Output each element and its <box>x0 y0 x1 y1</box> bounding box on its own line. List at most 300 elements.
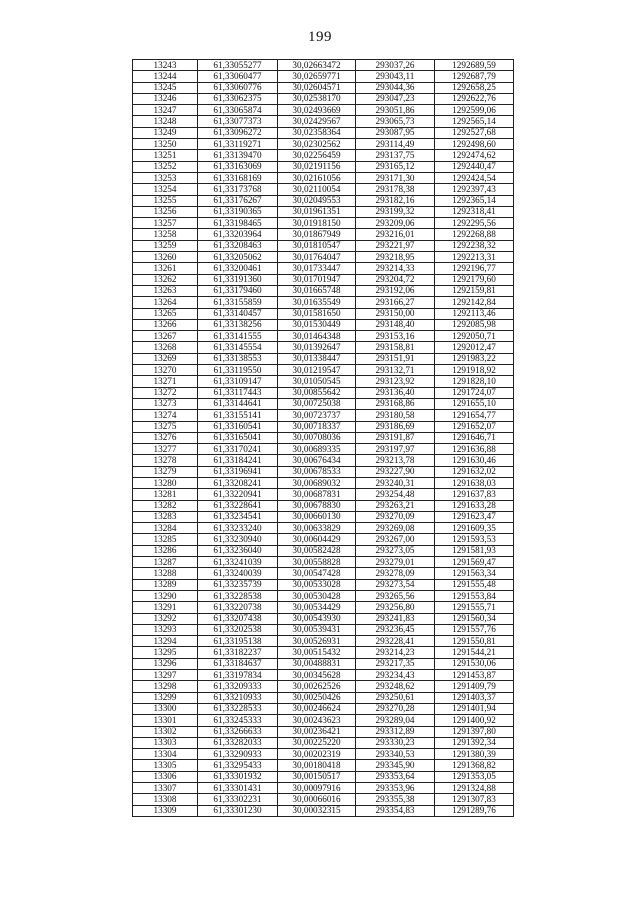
longitude-cell: 30,00246624 <box>278 703 356 714</box>
x-coordinate-cell: 293353,96 <box>356 783 435 794</box>
longitude-cell: 30,01392647 <box>278 342 356 353</box>
table-row <box>133 240 514 251</box>
longitude-cell: 30,00032315 <box>278 805 356 816</box>
longitude-cell: 30,01733447 <box>278 263 356 274</box>
latitude-cell: 61,33200461 <box>198 263 278 274</box>
point-number-cell: 13299 <box>133 692 198 703</box>
table-row <box>133 161 514 172</box>
x-coordinate-cell: 293254,48 <box>356 489 435 500</box>
latitude-cell: 61,33191360 <box>198 274 278 285</box>
x-coordinate-cell: 293228,41 <box>356 636 435 647</box>
latitude-cell: 61,33184241 <box>198 455 278 466</box>
x-coordinate-cell: 293171,30 <box>356 172 435 183</box>
longitude-cell: 30,00604429 <box>278 534 356 545</box>
point-number-cell: 13268 <box>133 342 198 353</box>
point-number-cell: 13272 <box>133 387 198 398</box>
y-coordinate-cell: 1291918,92 <box>435 365 514 376</box>
y-coordinate-cell: 1292179,60 <box>435 274 514 285</box>
table-row <box>133 60 514 71</box>
table-row <box>133 783 514 794</box>
latitude-cell: 61,33220738 <box>198 602 278 613</box>
latitude-cell: 61,33205062 <box>198 252 278 263</box>
x-coordinate-cell: 293150,00 <box>356 308 435 319</box>
point-number-cell: 13266 <box>133 319 198 330</box>
longitude-cell: 30,00633829 <box>278 523 356 534</box>
point-number-cell: 13262 <box>133 274 198 285</box>
table-row <box>133 218 514 229</box>
x-coordinate-cell: 293158,81 <box>356 342 435 353</box>
y-coordinate-cell: 1291409,79 <box>435 681 514 692</box>
x-coordinate-cell: 293221,97 <box>356 240 435 251</box>
x-coordinate-cell: 293279,01 <box>356 557 435 568</box>
point-number-cell: 13282 <box>133 500 198 511</box>
longitude-cell: 30,00676434 <box>278 455 356 466</box>
point-number-cell: 13306 <box>133 771 198 782</box>
table-row <box>133 127 514 138</box>
latitude-cell: 61,33230940 <box>198 534 278 545</box>
longitude-cell: 30,00558828 <box>278 557 356 568</box>
x-coordinate-cell: 293136,40 <box>356 387 435 398</box>
longitude-cell: 30,01867949 <box>278 229 356 240</box>
x-coordinate-cell: 293213,78 <box>356 455 435 466</box>
y-coordinate-cell: 1291638,03 <box>435 477 514 488</box>
x-coordinate-cell: 293148,40 <box>356 319 435 330</box>
latitude-cell: 61,33184637 <box>198 658 278 669</box>
table-row <box>133 285 514 296</box>
latitude-cell: 61,33198465 <box>198 218 278 229</box>
longitude-cell: 30,01530449 <box>278 319 356 330</box>
point-number-cell: 13284 <box>133 523 198 534</box>
table-row <box>133 263 514 274</box>
latitude-cell: 61,33301932 <box>198 771 278 782</box>
latitude-cell: 61,33119271 <box>198 139 278 150</box>
y-coordinate-cell: 1291544,21 <box>435 647 514 658</box>
x-coordinate-cell: 293214,23 <box>356 647 435 658</box>
x-coordinate-cell: 293340,53 <box>356 749 435 760</box>
y-coordinate-cell: 1291401,94 <box>435 703 514 714</box>
point-number-cell: 13307 <box>133 783 198 794</box>
table-row <box>133 477 514 488</box>
y-coordinate-cell: 1291646,71 <box>435 432 514 443</box>
table-row <box>133 545 514 556</box>
latitude-cell: 61,33144641 <box>198 398 278 409</box>
longitude-cell: 30,01635549 <box>278 297 356 308</box>
point-number-cell: 13298 <box>133 681 198 692</box>
x-coordinate-cell: 293037,26 <box>356 60 435 71</box>
table-row <box>133 749 514 760</box>
latitude-cell: 61,33196941 <box>198 466 278 477</box>
longitude-cell: 30,02538170 <box>278 93 356 104</box>
y-coordinate-cell: 1292085,98 <box>435 319 514 330</box>
x-coordinate-cell: 293353,64 <box>356 771 435 782</box>
latitude-cell: 61,33208463 <box>198 240 278 251</box>
latitude-cell: 61,33179460 <box>198 285 278 296</box>
table-row <box>133 624 514 635</box>
longitude-cell: 30,00180418 <box>278 760 356 771</box>
y-coordinate-cell: 1292196,77 <box>435 263 514 274</box>
latitude-cell: 61,33228538 <box>198 590 278 601</box>
latitude-cell: 61,33176267 <box>198 195 278 206</box>
y-coordinate-cell: 1292012,47 <box>435 342 514 353</box>
table-row <box>133 353 514 364</box>
table-row <box>133 229 514 240</box>
point-number-cell: 13285 <box>133 534 198 545</box>
table-row <box>133 387 514 398</box>
longitude-cell: 30,00150517 <box>278 771 356 782</box>
longitude-cell: 30,00243623 <box>278 715 356 726</box>
latitude-cell: 61,33109147 <box>198 376 278 387</box>
x-coordinate-cell: 293289,04 <box>356 715 435 726</box>
y-coordinate-cell: 1291654,77 <box>435 410 514 421</box>
y-coordinate-cell: 1291563,34 <box>435 568 514 579</box>
longitude-cell: 30,01961351 <box>278 206 356 217</box>
table-row <box>133 681 514 692</box>
y-coordinate-cell: 1292440,47 <box>435 161 514 172</box>
x-coordinate-cell: 293355,38 <box>356 794 435 805</box>
longitude-cell: 30,01219547 <box>278 365 356 376</box>
table-row <box>133 771 514 782</box>
longitude-cell: 30,00488831 <box>278 658 356 669</box>
latitude-cell: 61,33077373 <box>198 116 278 127</box>
point-number-cell: 13291 <box>133 602 198 613</box>
point-number-cell: 13264 <box>133 297 198 308</box>
x-coordinate-cell: 293236,45 <box>356 624 435 635</box>
point-number-cell: 13271 <box>133 376 198 387</box>
y-coordinate-cell: 1291655,10 <box>435 398 514 409</box>
y-coordinate-cell: 1291380,39 <box>435 749 514 760</box>
latitude-cell: 61,33202538 <box>198 624 278 635</box>
latitude-cell: 61,33170241 <box>198 444 278 455</box>
table-row <box>133 365 514 376</box>
longitude-cell: 30,02493669 <box>278 105 356 116</box>
x-coordinate-cell: 293199,32 <box>356 206 435 217</box>
table-row <box>133 500 514 511</box>
y-coordinate-cell: 1291550,81 <box>435 636 514 647</box>
point-number-cell: 13309 <box>133 805 198 816</box>
latitude-cell: 61,33240039 <box>198 568 278 579</box>
y-coordinate-cell: 1291392,34 <box>435 737 514 748</box>
x-coordinate-cell: 293241,83 <box>356 613 435 624</box>
y-coordinate-cell: 1292397,43 <box>435 184 514 195</box>
point-number-cell: 13243 <box>133 60 198 71</box>
x-coordinate-cell: 293178,38 <box>356 184 435 195</box>
y-coordinate-cell: 1291630,46 <box>435 455 514 466</box>
y-coordinate-cell: 1292268,88 <box>435 229 514 240</box>
latitude-cell: 61,33182237 <box>198 647 278 658</box>
latitude-cell: 61,33096272 <box>198 127 278 138</box>
y-coordinate-cell: 1291553,84 <box>435 590 514 601</box>
x-coordinate-cell: 293234,43 <box>356 670 435 681</box>
latitude-cell: 61,33235739 <box>198 579 278 590</box>
point-number-cell: 13287 <box>133 557 198 568</box>
y-coordinate-cell: 1291569,47 <box>435 557 514 568</box>
y-coordinate-cell: 1291353,05 <box>435 771 514 782</box>
y-coordinate-cell: 1291453,87 <box>435 670 514 681</box>
point-number-cell: 13275 <box>133 421 198 432</box>
y-coordinate-cell: 1292527,68 <box>435 127 514 138</box>
longitude-cell: 30,00660130 <box>278 511 356 522</box>
longitude-cell: 30,01665748 <box>278 285 356 296</box>
point-number-cell: 13300 <box>133 703 198 714</box>
x-coordinate-cell: 293153,16 <box>356 331 435 342</box>
latitude-cell: 61,33165041 <box>198 432 278 443</box>
longitude-cell: 30,00236421 <box>278 726 356 737</box>
x-coordinate-cell: 293263,21 <box>356 500 435 511</box>
longitude-cell: 30,00250426 <box>278 692 356 703</box>
point-number-cell: 13263 <box>133 285 198 296</box>
y-coordinate-cell: 1292565,14 <box>435 116 514 127</box>
latitude-cell: 61,33241039 <box>198 557 278 568</box>
longitude-cell: 30,02161056 <box>278 172 356 183</box>
y-coordinate-cell: 1292622,76 <box>435 93 514 104</box>
longitude-cell: 30,00262526 <box>278 681 356 692</box>
y-coordinate-cell: 1292159,81 <box>435 285 514 296</box>
x-coordinate-cell: 293182,16 <box>356 195 435 206</box>
point-number-cell: 13281 <box>133 489 198 500</box>
y-coordinate-cell: 1291593,53 <box>435 534 514 545</box>
x-coordinate-cell: 293123,92 <box>356 376 435 387</box>
table-row <box>133 805 514 816</box>
x-coordinate-cell: 293278,09 <box>356 568 435 579</box>
longitude-cell: 30,00533028 <box>278 579 356 590</box>
table-row <box>133 590 514 601</box>
point-number-cell: 13273 <box>133 398 198 409</box>
y-coordinate-cell: 1292318,41 <box>435 206 514 217</box>
table-row <box>133 421 514 432</box>
x-coordinate-cell: 293312,89 <box>356 726 435 737</box>
latitude-cell: 61,33138256 <box>198 319 278 330</box>
longitude-cell: 30,00097916 <box>278 783 356 794</box>
x-coordinate-cell: 293044,36 <box>356 82 435 93</box>
y-coordinate-cell: 1291636,88 <box>435 444 514 455</box>
table-row <box>133 703 514 714</box>
latitude-cell: 61,33141555 <box>198 331 278 342</box>
table-row <box>133 331 514 342</box>
latitude-cell: 61,33301230 <box>198 805 278 816</box>
point-number-cell: 13279 <box>133 466 198 477</box>
table-row <box>133 297 514 308</box>
x-coordinate-cell: 293270,28 <box>356 703 435 714</box>
y-coordinate-cell: 1291581,93 <box>435 545 514 556</box>
point-number-cell: 13252 <box>133 161 198 172</box>
x-coordinate-cell: 293214,33 <box>356 263 435 274</box>
latitude-cell: 61,33233240 <box>198 523 278 534</box>
latitude-cell: 61,33155859 <box>198 297 278 308</box>
longitude-cell: 30,00855642 <box>278 387 356 398</box>
point-number-cell: 13295 <box>133 647 198 658</box>
point-number-cell: 13286 <box>133 545 198 556</box>
x-coordinate-cell: 293087,95 <box>356 127 435 138</box>
point-number-cell: 13270 <box>133 365 198 376</box>
y-coordinate-cell: 1291828,10 <box>435 376 514 387</box>
y-coordinate-cell: 1292687,79 <box>435 71 514 82</box>
x-coordinate-cell: 293043,11 <box>356 71 435 82</box>
y-coordinate-cell: 1291555,48 <box>435 579 514 590</box>
longitude-cell: 30,00725038 <box>278 398 356 409</box>
x-coordinate-cell: 293265,56 <box>356 590 435 601</box>
x-coordinate-cell: 293216,01 <box>356 229 435 240</box>
latitude-cell: 61,33236040 <box>198 545 278 556</box>
longitude-cell: 30,00689335 <box>278 444 356 455</box>
x-coordinate-cell: 293345,90 <box>356 760 435 771</box>
longitude-cell: 30,02256459 <box>278 150 356 161</box>
point-number-cell: 13303 <box>133 737 198 748</box>
y-coordinate-cell: 1292213,31 <box>435 252 514 263</box>
x-coordinate-cell: 293248,62 <box>356 681 435 692</box>
latitude-cell: 61,33160541 <box>198 421 278 432</box>
y-coordinate-cell: 1291397,80 <box>435 726 514 737</box>
latitude-cell: 61,33139470 <box>198 150 278 161</box>
latitude-cell: 61,33055277 <box>198 60 278 71</box>
longitude-cell: 30,02049553 <box>278 195 356 206</box>
point-number-cell: 13290 <box>133 590 198 601</box>
x-coordinate-cell: 293051,86 <box>356 105 435 116</box>
y-coordinate-cell: 1291560,34 <box>435 613 514 624</box>
latitude-cell: 61,33065874 <box>198 105 278 116</box>
latitude-cell: 61,33209333 <box>198 681 278 692</box>
table-row <box>133 116 514 127</box>
longitude-cell: 30,00539431 <box>278 624 356 635</box>
point-number-cell: 13278 <box>133 455 198 466</box>
coordinates-table-body <box>133 60 514 817</box>
latitude-cell: 61,33145554 <box>198 342 278 353</box>
latitude-cell: 61,33282033 <box>198 737 278 748</box>
x-coordinate-cell: 293270,09 <box>356 511 435 522</box>
x-coordinate-cell: 293250,61 <box>356 692 435 703</box>
table-row <box>133 670 514 681</box>
x-coordinate-cell: 293197,97 <box>356 444 435 455</box>
table-row <box>133 737 514 748</box>
longitude-cell: 30,02191156 <box>278 161 356 172</box>
x-coordinate-cell: 293269,08 <box>356 523 435 534</box>
longitude-cell: 30,00547428 <box>278 568 356 579</box>
x-coordinate-cell: 293256,80 <box>356 602 435 613</box>
longitude-cell: 30,02429567 <box>278 116 356 127</box>
y-coordinate-cell: 1292365,14 <box>435 195 514 206</box>
longitude-cell: 30,01810547 <box>278 240 356 251</box>
longitude-cell: 30,00202319 <box>278 749 356 760</box>
point-number-cell: 13255 <box>133 195 198 206</box>
table-row <box>133 319 514 330</box>
longitude-cell: 30,00678830 <box>278 500 356 511</box>
x-coordinate-cell: 293132,71 <box>356 365 435 376</box>
longitude-cell: 30,00678533 <box>278 466 356 477</box>
table-row <box>133 82 514 93</box>
point-number-cell: 13302 <box>133 726 198 737</box>
x-coordinate-cell: 293065,73 <box>356 116 435 127</box>
y-coordinate-cell: 1292599,06 <box>435 105 514 116</box>
point-number-cell: 13245 <box>133 82 198 93</box>
latitude-cell: 61,33220941 <box>198 489 278 500</box>
x-coordinate-cell: 293180,58 <box>356 410 435 421</box>
y-coordinate-cell: 1291530,06 <box>435 658 514 669</box>
point-number-cell: 13249 <box>133 127 198 138</box>
point-number-cell: 13248 <box>133 116 198 127</box>
point-number-cell: 13267 <box>133 331 198 342</box>
point-number-cell: 13293 <box>133 624 198 635</box>
x-coordinate-cell: 293218,95 <box>356 252 435 263</box>
point-number-cell: 13289 <box>133 579 198 590</box>
x-coordinate-cell: 293047,23 <box>356 93 435 104</box>
x-coordinate-cell: 293240,31 <box>356 477 435 488</box>
table-row <box>133 105 514 116</box>
latitude-cell: 61,33119550 <box>198 365 278 376</box>
x-coordinate-cell: 293166,27 <box>356 297 435 308</box>
longitude-cell: 30,02659771 <box>278 71 356 82</box>
latitude-cell: 61,33245333 <box>198 715 278 726</box>
table-row <box>133 489 514 500</box>
y-coordinate-cell: 1291637,83 <box>435 489 514 500</box>
x-coordinate-cell: 293267,00 <box>356 534 435 545</box>
longitude-cell: 30,00723737 <box>278 410 356 421</box>
latitude-cell: 61,33203964 <box>198 229 278 240</box>
x-coordinate-cell: 293168,86 <box>356 398 435 409</box>
point-number-cell: 13265 <box>133 308 198 319</box>
y-coordinate-cell: 1291324,88 <box>435 783 514 794</box>
table-row <box>133 444 514 455</box>
point-number-cell: 13305 <box>133 760 198 771</box>
point-number-cell: 13297 <box>133 670 198 681</box>
table-row <box>133 602 514 613</box>
y-coordinate-cell: 1292658,25 <box>435 82 514 93</box>
latitude-cell: 61,33155141 <box>198 410 278 421</box>
y-coordinate-cell: 1291609,35 <box>435 523 514 534</box>
point-number-cell: 13253 <box>133 172 198 183</box>
table-row <box>133 692 514 703</box>
longitude-cell: 30,00515432 <box>278 647 356 658</box>
table-row <box>133 139 514 150</box>
table-row <box>133 760 514 771</box>
latitude-cell: 61,33168169 <box>198 172 278 183</box>
point-number-cell: 13247 <box>133 105 198 116</box>
x-coordinate-cell: 293273,05 <box>356 545 435 556</box>
longitude-cell: 30,02302562 <box>278 139 356 150</box>
y-coordinate-cell: 1291652,07 <box>435 421 514 432</box>
table-row <box>133 150 514 161</box>
table-row <box>133 636 514 647</box>
y-coordinate-cell: 1292689,59 <box>435 60 514 71</box>
latitude-cell: 61,33062375 <box>198 93 278 104</box>
table-row <box>133 726 514 737</box>
latitude-cell: 61,33295433 <box>198 760 278 771</box>
longitude-cell: 30,00345628 <box>278 670 356 681</box>
longitude-cell: 30,01581650 <box>278 308 356 319</box>
table-row <box>133 432 514 443</box>
point-number-cell: 13283 <box>133 511 198 522</box>
x-coordinate-cell: 293165,12 <box>356 161 435 172</box>
table-row <box>133 398 514 409</box>
x-coordinate-cell: 293227,90 <box>356 466 435 477</box>
table-row <box>133 715 514 726</box>
latitude-cell: 61,33197834 <box>198 670 278 681</box>
point-number-cell: 13276 <box>133 432 198 443</box>
y-coordinate-cell: 1291403,37 <box>435 692 514 703</box>
latitude-cell: 61,33173768 <box>198 184 278 195</box>
table-row <box>133 252 514 263</box>
point-number-cell: 13308 <box>133 794 198 805</box>
y-coordinate-cell: 1292498,60 <box>435 139 514 150</box>
x-coordinate-cell: 293186,69 <box>356 421 435 432</box>
y-coordinate-cell: 1291557,76 <box>435 624 514 635</box>
longitude-cell: 30,01338447 <box>278 353 356 364</box>
latitude-cell: 61,33207438 <box>198 613 278 624</box>
table-row <box>133 579 514 590</box>
table-row <box>133 794 514 805</box>
latitude-cell: 61,33208241 <box>198 477 278 488</box>
point-number-cell: 13261 <box>133 263 198 274</box>
latitude-cell: 61,33228533 <box>198 703 278 714</box>
y-coordinate-cell: 1292474,62 <box>435 150 514 161</box>
